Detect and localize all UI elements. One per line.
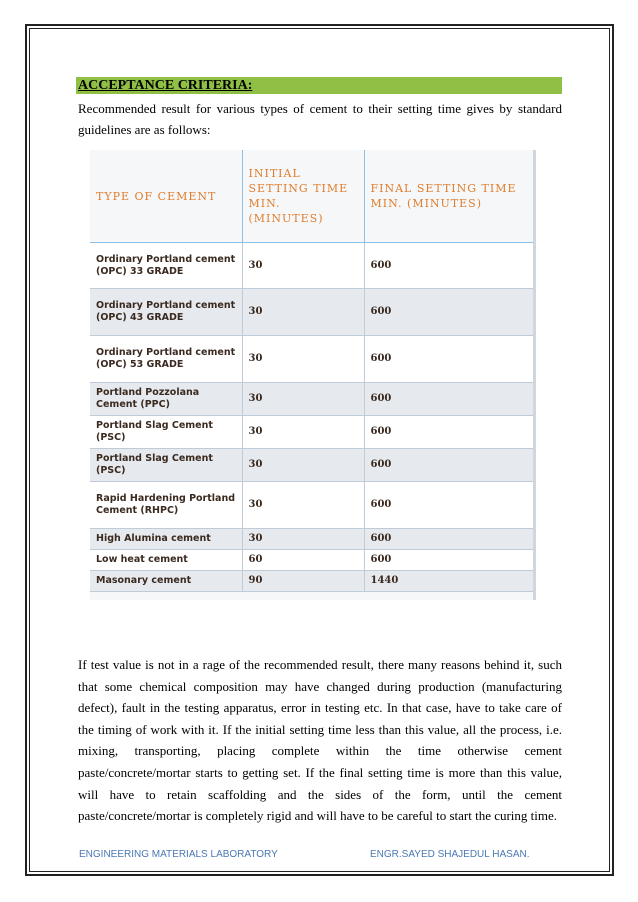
cell-type: Portland Slag Cement (PSC) bbox=[90, 449, 242, 482]
table-row bbox=[90, 336, 533, 383]
cell-final: 1440 bbox=[364, 571, 533, 592]
header-final: FINAL SETTING TIME MIN. (MINUTES) bbox=[364, 150, 533, 243]
cell-type: Low heat cement bbox=[90, 550, 242, 571]
cell-type: Ordinary Portland cement (OPC) 53 GRADE bbox=[90, 336, 242, 383]
section-heading: ACCEPTANCE CRITERIA: bbox=[76, 77, 562, 94]
cell-type: Ordinary Portland cement (OPC) 33 GRADE bbox=[90, 243, 242, 289]
cell-type: High Alumina cement bbox=[90, 529, 242, 550]
cell-initial: 60 bbox=[242, 550, 364, 571]
cell-final: 600 bbox=[364, 416, 533, 449]
table-row bbox=[90, 550, 533, 571]
cell-final: 600 bbox=[364, 336, 533, 383]
cell-initial: 30 bbox=[242, 243, 364, 289]
footer-author: ENGR.SAYED SHAJEDUL HASAN. bbox=[370, 849, 530, 860]
cell-initial: 30 bbox=[242, 336, 364, 383]
cell-initial: 30 bbox=[242, 416, 364, 449]
table-header-row bbox=[90, 150, 533, 243]
cell-final: 600 bbox=[364, 383, 533, 416]
table-row bbox=[90, 243, 533, 289]
cell-final: 600 bbox=[364, 449, 533, 482]
cell-initial: 30 bbox=[242, 482, 364, 529]
cell-initial: 30 bbox=[242, 289, 364, 336]
cell-initial: 30 bbox=[242, 449, 364, 482]
cell-type: Rapid Hardening Portland Cement (RHPC) bbox=[90, 482, 242, 529]
cell-final: 600 bbox=[364, 482, 533, 529]
table-row bbox=[90, 449, 533, 482]
cell-final: 600 bbox=[364, 550, 533, 571]
footer-lab-name: ENGINEERING MATERIALS LABORATORY bbox=[79, 849, 278, 860]
table-row bbox=[90, 289, 533, 336]
cell-final: 600 bbox=[364, 529, 533, 550]
cell-type: Portland Pozzolana Cement (PPC) bbox=[90, 383, 242, 416]
table-row bbox=[90, 529, 533, 550]
cell-initial: 30 bbox=[242, 383, 364, 416]
setting-time-table bbox=[90, 150, 533, 592]
header-initial: INITIAL SETTING TIME MIN. (MINUTES) bbox=[242, 150, 364, 243]
table-row bbox=[90, 416, 533, 449]
cell-initial: 90 bbox=[242, 571, 364, 592]
table-row bbox=[90, 383, 533, 416]
cell-final: 600 bbox=[364, 243, 533, 289]
cell-type: Ordinary Portland cement (OPC) 43 GRADE bbox=[90, 289, 242, 336]
cell-type: Masonary cement bbox=[90, 571, 242, 592]
header-type: TYPE OF CEMENT bbox=[90, 150, 242, 243]
intro-paragraph: Recommended result for various types of cement to their setting time gives by standard guidelines are as follows: bbox=[78, 101, 562, 137]
cell-final: 600 bbox=[364, 289, 533, 336]
table-row bbox=[90, 571, 533, 592]
table-row bbox=[90, 482, 533, 529]
explanation-paragraph: If test value is not in a rage of the recommended result, there many reasons behind it, such that some chemical composition may have changed during production (manufacturing defect), fault in the testing apparatus, error in testing etc. In that case, have to take care of the timing of work with it. If the initial setting time less than this value, all the process, i.e. mixing, transporting, placing complete within the time otherwise cement paste/concrete/mortar starts to getting set. If the final setting time is more than this value, will have to retain scaffolding and the sides of the form, until the cement paste/concrete/mortar is completely rigid and will have to be careful to start the curing time. bbox=[78, 657, 562, 824]
setting-time-table-image bbox=[90, 150, 536, 600]
cell-initial: 30 bbox=[242, 529, 364, 550]
cell-type: Portland Slag Cement (PSC) bbox=[90, 416, 242, 449]
